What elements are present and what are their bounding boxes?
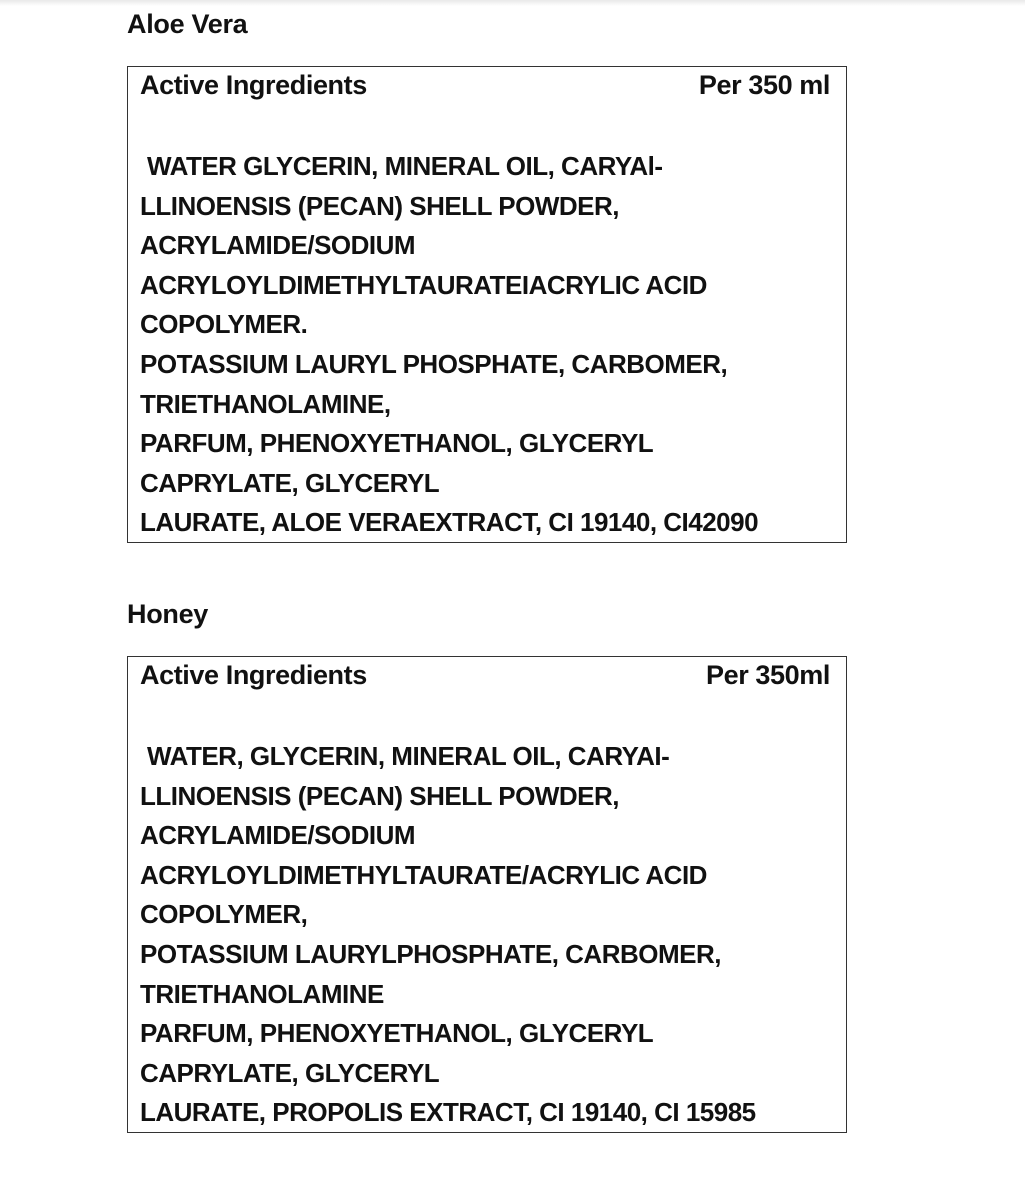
ingredients-box-honey — [127, 656, 847, 1133]
ingredient-line: LAURATE, PROPOLIS EXTRACT, CI 19140, CI 15985 — [140, 1097, 756, 1128]
ingredient-line: WATER GLYCERIN, MINERAL OIL, CARYAl- — [147, 151, 663, 181]
ingredient-line: ACRYLAMIDE/SODIUM — [140, 820, 416, 851]
ingredient-line: ACRYLAMIDE/SODIUM — [140, 230, 416, 261]
ingredient-line: PARFUM, PHENOXYETHANOL, GLYCERYL — [140, 1018, 654, 1049]
ingredients-header — [140, 660, 830, 696]
ingredient-line: WATER, GLYCERIN, MINERAL OIL, CARYAI- — [147, 741, 670, 771]
ingredients-header — [140, 70, 830, 106]
ingredients-list — [140, 737, 840, 1133]
ingredient-line: TRIETHANOLAMINE — [140, 978, 384, 1009]
ingredient-line: COPOLYMER. — [140, 309, 308, 340]
ingredient-line: LAURATE, ALOE VERAEXTRACT, CI 19140, CI42090 — [140, 507, 759, 538]
ingredients-list — [140, 147, 840, 543]
ingredient-line: CAPRYLATE, GLYCERYL — [140, 1057, 440, 1088]
header-active-ingredients: Active Ingredients — [140, 70, 367, 100]
ingredient-line: CAPRYLATE, GLYCERYL — [140, 467, 440, 498]
ingredient-line: ACRYLOYLDIMETHYLTAURATEIACRYLIC ACID — [140, 269, 707, 300]
section-title-honey: Honey — [127, 599, 209, 629]
ingredient-line: POTASSIUM LAURYL PHOSPHATE, CARBOMER, — [140, 348, 728, 379]
section-title-aloe-vera: Aloe Vera — [127, 9, 248, 39]
ingredient-line: ACRYLOYLDIMETHYLTAURATE/ACRYLIC ACID — [140, 859, 707, 890]
ingredient-line: TRIETHANOLAMINE, — [140, 388, 391, 419]
ingredient-line: POTASSIUM LAURYLPHOSPHATE, CARBOMER, — [140, 938, 721, 969]
ingredient-line: LLINOENSIS (PECAN) SHELL POWDER, — [140, 190, 619, 221]
ingredients-box-aloe-vera — [127, 66, 847, 543]
page-top-edge — [0, 0, 1025, 6]
ingredient-line: LLINOENSIS (PECAN) SHELL POWDER, — [140, 780, 619, 811]
header-volume: Per 350ml — [706, 660, 830, 690]
header-active-ingredients: Active Ingredients — [140, 660, 367, 690]
ingredient-line: COPOLYMER, — [140, 899, 308, 930]
header-volume: Per 350 ml — [698, 70, 830, 100]
ingredient-line: PARFUM, PHENOXYETHANOL, GLYCERYL — [140, 428, 654, 459]
